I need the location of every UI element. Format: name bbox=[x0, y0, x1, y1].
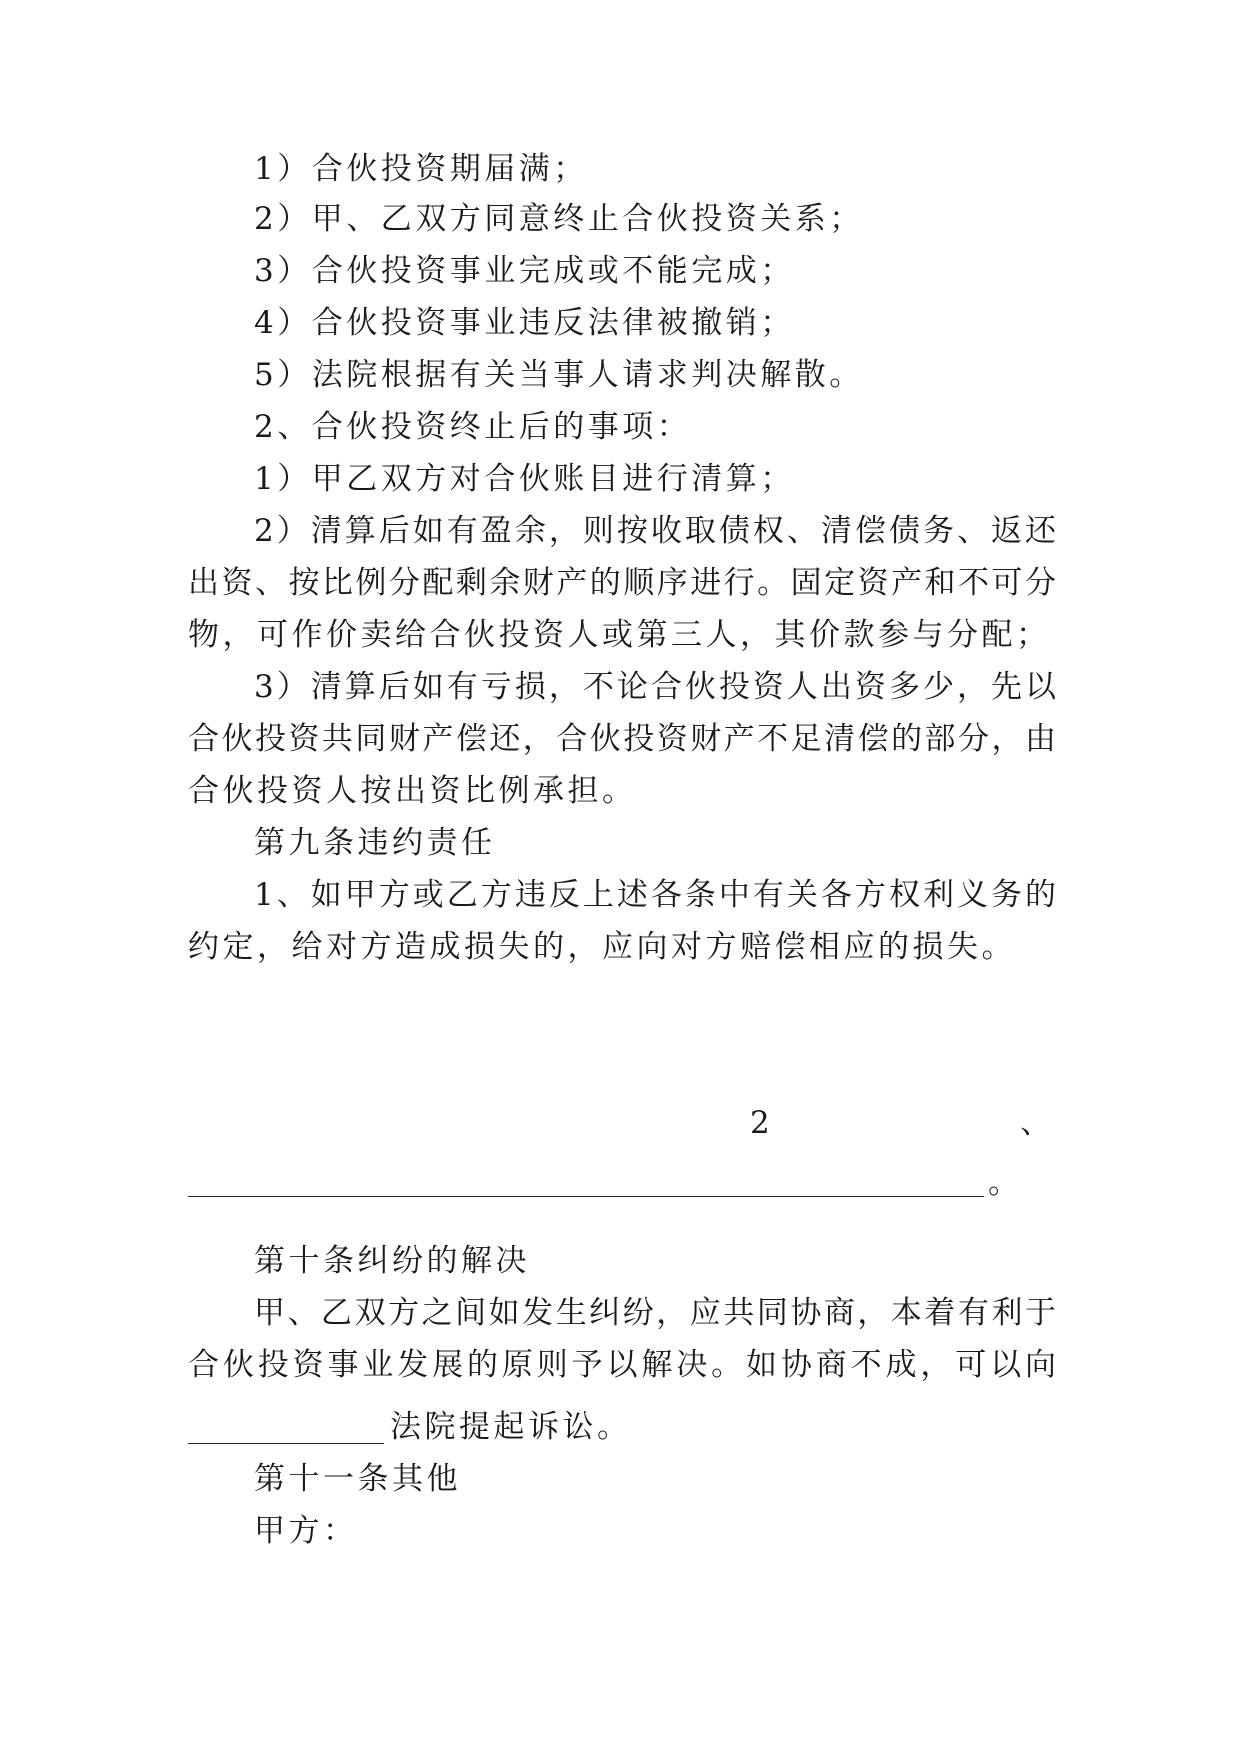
court-name-blank bbox=[188, 1443, 384, 1444]
fill-in-blank-period: 。 bbox=[988, 1165, 1019, 1201]
article-9-item-1-line-2: 约定，给对方造成损失的，应向对方赔偿相应的损失。 bbox=[188, 929, 1016, 965]
article-10-heading: 第十条纠纷的解决 bbox=[254, 1243, 530, 1279]
clause-item-3: 3）合伙投资事业完成或不能完成； bbox=[254, 253, 795, 289]
clause-item-5: 5）法院根据有关当事人请求判决解散。 bbox=[254, 357, 864, 393]
article-9-item-2-number: 2 bbox=[750, 1105, 770, 1141]
settlement-item-1: 1）甲乙双方对合伙账目进行清算； bbox=[254, 461, 795, 497]
settlement-item-2-line-3: 物，可作价卖给合伙投资人或第三人，其价款参与分配； bbox=[188, 617, 1051, 653]
fill-in-blank-line bbox=[188, 1196, 984, 1197]
settlement-item-3-line-3: 合伙投资人按出资比例承担。 bbox=[188, 773, 637, 809]
article-10-line-3: 法院提起诉讼。 bbox=[390, 1409, 632, 1445]
article-10-line-1: 甲、乙双方之间如发生纠纷，应共同协商，本着有利于 bbox=[254, 1295, 1056, 1331]
settlement-item-3-line-1: 3）清算后如有亏损，不论合伙投资人出资多少，先以 bbox=[254, 669, 1056, 705]
clause-item-2: 2）甲、乙双方同意终止合伙投资关系； bbox=[254, 201, 864, 237]
settlement-item-3-line-2: 合伙投资共同财产偿还，合伙投资财产不足清偿的部分，由 bbox=[188, 721, 1056, 757]
party-a-signature-label: 甲方： bbox=[254, 1513, 358, 1549]
article-9-item-1-line-1: 1、如甲方或乙方违反上述各条中有关各方权利义务的 bbox=[254, 877, 1056, 913]
clause-item-4: 4）合伙投资事业违反法律被撤销； bbox=[254, 305, 795, 341]
article-9-heading: 第九条违约责任 bbox=[254, 825, 496, 861]
article-11-heading: 第十一条其他 bbox=[254, 1461, 461, 1497]
clause-item-1: 1）合伙投资期届满； bbox=[254, 151, 588, 187]
settlement-item-2-line-2: 出资、按比例分配剩余财产的顺序进行。固定资产和不可分 bbox=[188, 565, 1056, 601]
article-10-line-2: 合伙投资事业发展的原则予以解决。如协商不成，可以向 bbox=[188, 1347, 1056, 1383]
article-9-item-2-comma: 、 bbox=[1020, 1105, 1051, 1141]
subsection-heading: 2、合伙投资终止后的事项： bbox=[254, 409, 692, 445]
settlement-item-2-line-1: 2）清算后如有盈余，则按收取债权、清偿债务、返还 bbox=[254, 513, 1056, 549]
